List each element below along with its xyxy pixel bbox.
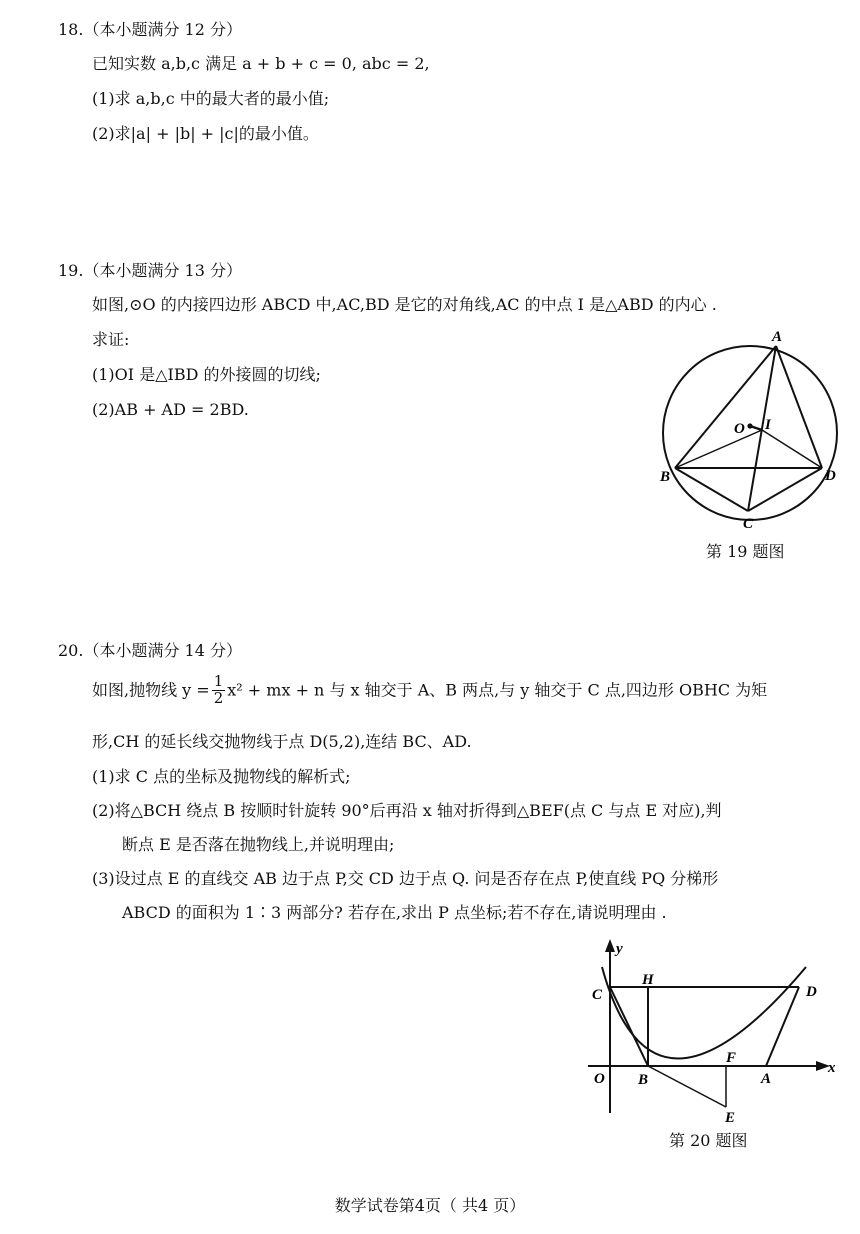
y-axis-arrow: [605, 939, 615, 952]
label-d: D: [806, 984, 817, 1000]
fraction-num: 1: [213, 672, 224, 690]
label-h: H: [642, 972, 654, 988]
segment-ad: [776, 346, 822, 468]
label-i: I: [765, 417, 771, 433]
q20-header: 20.（本小题满分 14 分）: [58, 641, 242, 660]
q20-part3-line2: ABCD 的面积为 1∶3 两部分? 若存在,求出 P 点坐标;若不存在,请说明理由 .: [122, 903, 667, 922]
label-b: B: [638, 1072, 649, 1088]
q18-part1: (1)求 a,b,c 中的最大者的最小值;: [92, 89, 330, 108]
segment-bc: [610, 987, 648, 1066]
q20-figure: [580, 935, 842, 1125]
label-e: E: [725, 1110, 736, 1125]
q18-stem: 已知实数 a,b,c 满足 a + b + c = 0, abc = 2,: [92, 54, 430, 73]
label-a: A: [761, 1071, 772, 1087]
label-o: O: [734, 421, 745, 437]
segment-be: [648, 1066, 726, 1107]
q18-header: 18.（本小题满分 12 分）: [58, 20, 242, 39]
q19-stem: 如图,⊙O 的内接四边形 ABCD 中,AC,BD 是它的对角线,AC 的中点 I 是△ABD 的内心 .: [92, 295, 717, 314]
q20-part2-line2: 断点 E 是否落在抛物线上,并说明理由;: [122, 835, 395, 854]
label-o: O: [594, 1071, 605, 1087]
q19-part1: (1)OI 是△IBD 的外接圆的切线;: [92, 365, 321, 384]
q20-figure-caption: 第 20 题图: [669, 1131, 748, 1150]
segment-cd: [748, 468, 822, 511]
segment-ad: [766, 987, 799, 1066]
q20-stem-post: x² + mx + n 与 x 轴交于 A、B 两点,与 y 轴交于 C 点,四边形 OBHC 为矩: [227, 680, 768, 700]
label-f: F: [726, 1050, 737, 1066]
segment-ac: [748, 346, 776, 511]
label-a: A: [772, 329, 783, 345]
segment-ab: [675, 346, 776, 468]
q19-header: 19.（本小题满分 13 分）: [58, 261, 242, 280]
point-o: [747, 423, 752, 428]
segment-bc: [675, 468, 748, 511]
segment-id: [762, 430, 822, 468]
q19-figure: [650, 328, 850, 533]
q20-part1: (1)求 C 点的坐标及抛物线的解析式;: [92, 767, 351, 786]
q19-prove: 求证:: [92, 330, 130, 349]
q20-stem: [92, 674, 767, 707]
q19-figure-caption: 第 19 题图: [706, 542, 785, 561]
label-d: D: [825, 468, 836, 484]
page-footer: 数学试卷第4页（ 共4 页）: [334, 1196, 526, 1215]
fraction-den: 2: [213, 688, 224, 707]
label-y: y: [616, 941, 623, 957]
label-c: C: [592, 987, 603, 1003]
q20-part3-line1: (3)设过点 E 的直线交 AB 边于点 P,交 CD 边于点 Q. 问是否存在点 P,使直线 PQ 分梯形: [92, 869, 719, 888]
q20-stem-line2: 形,CH 的延长线交抛物线于点 D(5,2),连结 BC、AD.: [92, 732, 472, 751]
q20-stem-pre: 如图,抛物线 y =: [92, 680, 210, 700]
label-b: B: [660, 469, 671, 485]
fraction-half: [212, 674, 226, 707]
q19-part2: (2)AB + AD = 2BD.: [92, 400, 249, 419]
q18-part2: (2)求|a| + |b| + |c|的最小值。: [92, 124, 319, 143]
label-x: x: [828, 1060, 836, 1076]
segment-bi: [675, 430, 762, 468]
q20-part2-line1: (2)将△BCH 绕点 B 按顺时针旋转 90°后再沿 x 轴对折得到△BEF(点 C 与点 E 对应),判: [92, 801, 722, 820]
label-c: C: [743, 516, 754, 532]
